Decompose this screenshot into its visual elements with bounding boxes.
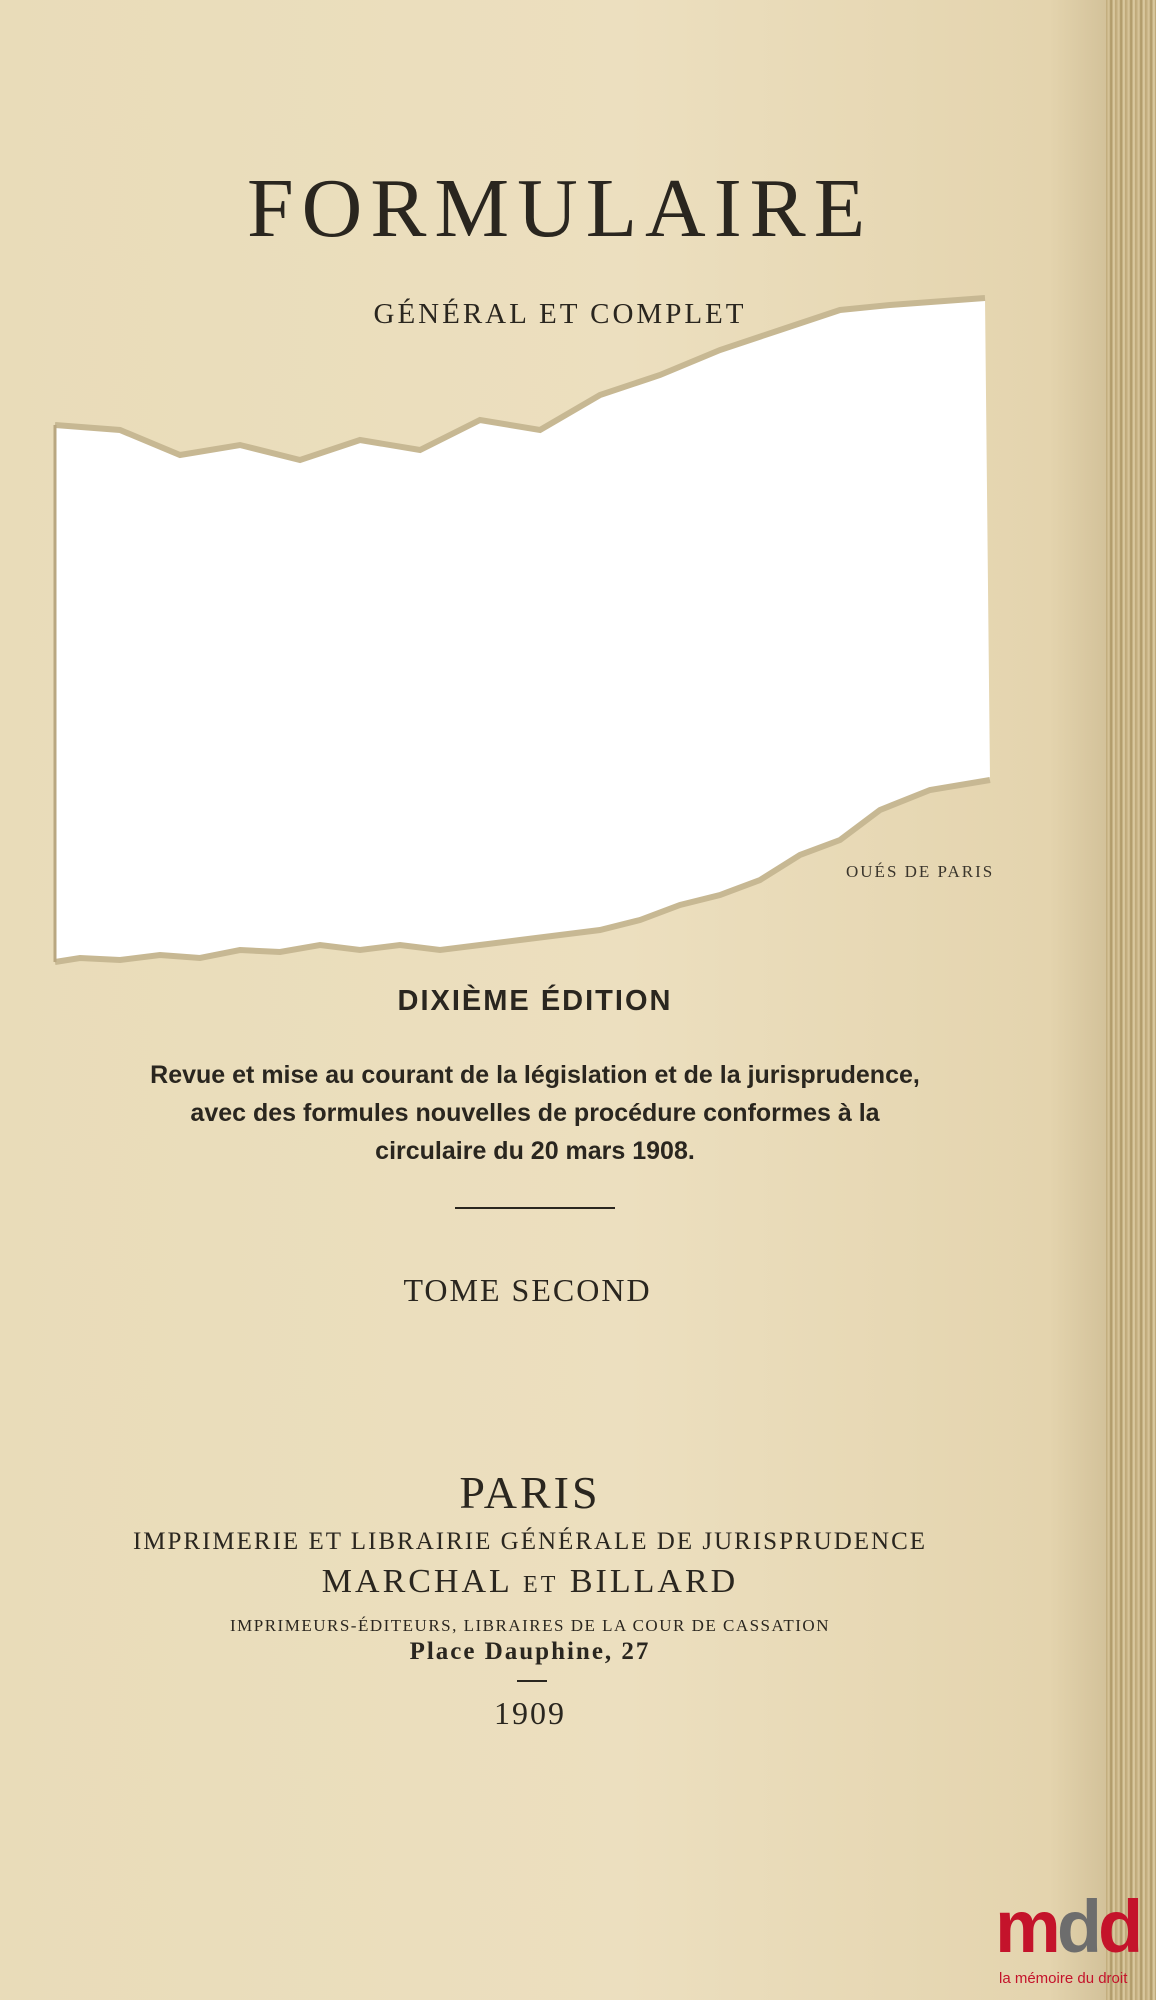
edition-label: DIXIÈME ÉDITION: [397, 985, 673, 1017]
publication-year: 1909: [494, 1695, 566, 1731]
torn-text-fragment: OUÉS DE PARIS: [846, 862, 995, 881]
publisher-name-b: BILLARD: [569, 1563, 739, 1600]
logo-mark: mdd: [995, 1885, 1140, 1968]
book-title: FORMULAIRE: [246, 162, 874, 255]
publication-city: PARIS: [459, 1467, 601, 1518]
description-line: circulaire du 20 mars 1908.: [375, 1137, 695, 1165]
book-subtitle: GÉNÉRAL ET COMPLET: [373, 298, 747, 330]
publisher-address: Place Dauphine, 27: [409, 1638, 651, 1665]
logo-tagline: la mémoire du droit: [999, 1970, 1128, 1987]
divider: [455, 1207, 615, 1209]
description-line: Revue et mise au courant de la législation et de la jurisprudence,: [150, 1061, 920, 1089]
printer-name: IMPRIMERIE ET LIBRAIRIE GÉNÉRALE DE JURISPRUDENCE: [132, 1528, 928, 1555]
publisher-joiner: ET: [523, 1572, 559, 1598]
divider: [517, 1680, 547, 1682]
publisher-name: [0, 1563, 1060, 1601]
publisher-name-a: MARCHAL: [321, 1563, 512, 1600]
edition-description: [0, 1056, 1070, 1170]
mdd-logo: [995, 1885, 1155, 2000]
description-line: avec des formules nouvelles de procédure conformes à la: [190, 1099, 880, 1127]
tome-label: TOME SECOND: [403, 1272, 652, 1308]
publisher-roles: IMPRIMEURS-ÉDITEURS, LIBRAIRES DE LA COUR DE CASSATION: [229, 1616, 830, 1635]
